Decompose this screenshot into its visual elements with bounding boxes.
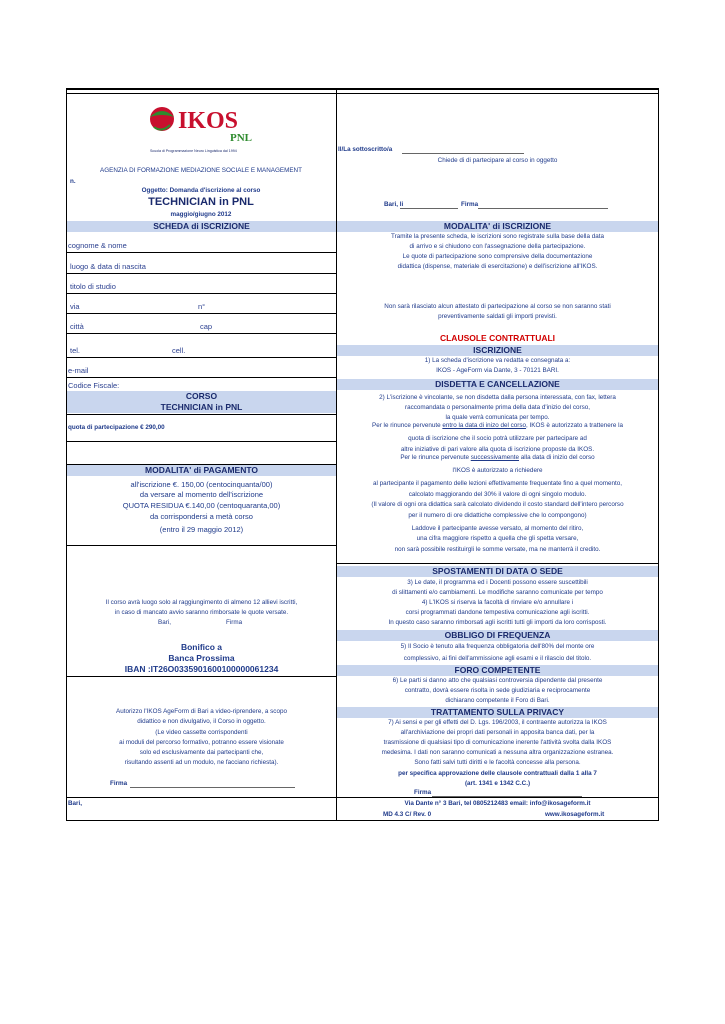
privacy-line-5: Sono fatti salvi tutti diritti e le facoltà concesse alla persona. — [414, 759, 581, 766]
course-date: maggio/giugno 2012 — [170, 211, 232, 218]
payment-line-4: da corrispondersi a metà corso — [150, 512, 253, 521]
subject: Oggetto: Domanda d'iscrizione al corso — [141, 187, 261, 194]
rinunce-line-1: Per le rinunce pervenute entro la data di inizo del corso, IKOS è autorizzato a trattenere la — [372, 422, 623, 429]
footer-divider — [337, 797, 658, 798]
ritiro-divider — [337, 563, 658, 564]
privacy-header: TRATTAMENTO SULLA PRIVACY — [337, 707, 658, 718]
agency-name: AGENZIA DI FORMAZIONE MEDIAZIONE SOCIALE E MANAGEMENT — [100, 167, 302, 174]
privacy-line-1: 7) Ai sensi e per gli effetti del D. Lgs. 196/2003, il contraente autorizza la IKOS — [388, 719, 607, 726]
pagamento-line-1: al partecipante il pagamento delle lezioni effettivamente frequentate fino a quel momento, — [372, 480, 623, 487]
obbligo-header: OBBLIGO DI FREQUENZA — [337, 630, 658, 641]
attestato-line-2: preventivamente saldati gli importi previsti. — [438, 313, 557, 320]
spost-line-4: corsi programmati dandone tempestiva comunicazione agli iscritti. — [405, 609, 590, 616]
bottom-border — [66, 820, 658, 821]
spost-line-5: In questo caso saranno rimborsati agli iscritti tutti gli importi da loro corrisposti. — [388, 619, 607, 626]
modalita-header: MODALITA' di ISCRIZIONE — [337, 221, 658, 232]
corso-header: CORSO — [67, 391, 336, 402]
quota-label: quota di partecipazione € 290,00 — [68, 424, 165, 431]
payment-line-2: da versare al momento dell'iscrizione — [139, 490, 264, 499]
firma-divider — [67, 797, 336, 798]
chiede-text: Chiede di di partecipare al corso in oggetto — [437, 157, 558, 164]
spost-line-2: di slittamenti e/o cambiamenti. Le modifiche saranno comunicate per tempo — [392, 589, 603, 596]
privacy-line-4: medesima. I dati non saranno comunicati a nessuna altra organizzazione estranea. — [381, 749, 614, 756]
spost-line-1: 3) Le date, il programma ed i Docenti possono essere suscettibili — [407, 579, 588, 586]
pagamento-line-3: (Il valore di ogni ora didattica sarà calcolato dividendo il costo standard dell'intero percorso — [371, 501, 624, 508]
cell-label: cell. — [172, 346, 186, 355]
bari-date-label: Bari, li — [384, 201, 404, 208]
city-label: città — [70, 322, 84, 331]
mod-line-1: Tramite la presente scheda, le iscrizioni sono registrate sulla base della data — [391, 233, 604, 240]
foro-line-2: contratto, dovrà essere risolta in sede giudiziaria e reciprocamente — [404, 687, 591, 694]
firma-line[interactable] — [478, 208, 608, 209]
via-label: via — [70, 302, 80, 311]
city-field-line[interactable] — [67, 333, 336, 334]
email-field-line[interactable] — [67, 377, 336, 378]
tel-label: tel. — [70, 346, 81, 355]
firma-label-1: Firma — [226, 619, 243, 626]
mod-line-2: di arrivo e si chiudono con l'assegnazione della partecipazione. — [409, 243, 586, 250]
pagamento-line-4: per il numero di ore didattiche complessive che lo compongono) — [408, 512, 587, 519]
min-students-1: Il corso avrà luogo solo al raggiungimento di almeno 12 allievi iscritti, — [105, 599, 298, 606]
foro-line-1: 6) Le parti si danno atto che qualsiasi controversia dipendente dal presente — [392, 677, 603, 684]
footer-address: Via Dante n° 3 Bari, tel 0805212483 email: info@ikosageform.it — [404, 800, 591, 807]
footer-md: MD 4.3 C/ Rev. 0 — [383, 811, 432, 818]
obbligo-line-2: complessivo, ai fini dell'ammissione agli esami e il rilascio del titolo. — [403, 655, 592, 662]
svg-text:Scuola di Programmazione Neuro: Scuola di Programmazione Neuro Linguistica dal 1994 — [150, 149, 237, 153]
n-label: n. — [70, 178, 76, 185]
sottoscritto-label: Il/La sottoscritto/a — [338, 146, 393, 153]
approvazione-text: per specifica approvazione delle clausole contrattuali dalla 1 alla 7 — [398, 770, 597, 777]
obbligo-line-1: 5) Il Socio è tenuto alla frequenza obbligatoria dell'80% del monte ore — [400, 643, 595, 650]
right-border — [658, 88, 659, 821]
svg-text:PNL: PNL — [230, 132, 252, 144]
name-field-line[interactable] — [67, 252, 336, 253]
footer-website[interactable]: www.ikosageform.it — [545, 811, 605, 818]
privacy-line-3: trasmissione di qualsiasi tipo di comunicazione inerente l'attività svolta dalla IKOS — [383, 739, 612, 746]
video-line-4: ai moduli del percorso formativo, potranno essere visionate — [119, 739, 284, 746]
disdetta-line-1: 2) L'iscrizione è vincolante, se non disdetta dalla persona interessata, con fax, lettera — [379, 394, 616, 401]
corso-title: TECHNICIAN in PNL — [67, 402, 336, 413]
video-line-6: risultando assenti ad un modulo, ne facciano richiesta). — [124, 759, 279, 766]
birth-field-line[interactable] — [67, 273, 336, 274]
iban: IBAN :IT26O0335901600100000061234 — [124, 664, 279, 674]
mod-line-3: Le quote di partecipazione sono comprensive della documentazione — [402, 253, 593, 260]
study-label: titolo di studio — [70, 282, 116, 291]
privacy-line-2: all'archiviazione dei propri dati personali in apposita banca dati, per la — [400, 729, 595, 736]
min-students-2: in caso di mancato avvio saranno rimborsate le quote versate. — [114, 609, 289, 616]
firma-label-2: Firma — [110, 780, 128, 787]
num-label: n° — [198, 302, 206, 311]
disdetta-line-2: raccomandata o personalmente prima della data d'inizio del corso, — [405, 404, 590, 411]
iscr-line-1: 1) La scheda d'iscrizione va redatta e consegnata a: — [424, 357, 571, 364]
payment-divider — [67, 545, 336, 546]
disdetta-header: DISDETTA E CANCELLAZIONE — [337, 379, 658, 390]
disdetta-line-3: la quale verrà comunicata per tempo. — [445, 414, 550, 421]
firma-label-right: Firma — [414, 789, 432, 796]
payment-line-1: all'iscrizione €. 150,00 (centocinquanta/00) — [130, 480, 273, 489]
firma-line-2[interactable] — [130, 787, 295, 788]
ritiro-line-2: una cifra maggiore rispetto a quella che gli spetta versare, — [416, 535, 579, 542]
video-line-5: solo ed esclusivamente dai partecipanti che, — [139, 749, 264, 756]
iscr-line-2: IKOS - AgeForm via Dante, 3 - 70121 BARI. — [436, 367, 559, 374]
rinunce-line-2: Per le rinunce pervenute successivamente alla data di inizio del corso — [400, 454, 595, 461]
payment-header: MODALITA' di PAGAMENTO — [67, 465, 336, 476]
name-label: cognome & nome — [68, 241, 127, 250]
ritiro-line-3: non sarà possibile restituirgli le somme versate, ma ne manterrà il credito. — [394, 546, 601, 553]
video-line-3: (Le video cassette corrispondenti — [155, 729, 248, 736]
iscrizione-header: ISCRIZIONE — [337, 345, 658, 356]
ikos-logo-icon — [130, 97, 280, 157]
payment-line-3: QUOTA RESIDUA €.140,00 (centoquaranta,00) — [122, 501, 281, 510]
email-label: e-mail — [68, 366, 89, 375]
foro-header: FORO COMPETENTE — [337, 665, 658, 676]
bari-label-2: Bari, — [68, 800, 82, 807]
mod-line-4: didattica (dispense, materiale di esercitazione) e dell'iscrizione all'IKOS. — [397, 263, 598, 270]
foro-line-3: dichiarano competente il Foro di Bari. — [445, 697, 550, 704]
corso-divider — [67, 414, 336, 415]
fiscal-label: Codice Fiscale: — [68, 381, 120, 390]
top-border — [66, 88, 658, 90]
course-title: TECHNICIAN in PNL — [148, 196, 254, 208]
study-field-line[interactable] — [67, 293, 336, 294]
sottoscritto-line[interactable] — [402, 153, 524, 154]
art-text: (art. 1341 e 1342 C.C.) — [464, 780, 531, 787]
attestato-line-1: Non sarà rilasciato alcun attestato di partecipazione al corso se non saranno stati — [384, 303, 611, 310]
clausole-title: CLAUSOLE CONTRATTUALI — [439, 333, 556, 343]
cap-label: cap — [200, 322, 213, 331]
tel-field-line[interactable] — [67, 357, 336, 358]
quota-line-1: quota di iscrizione che il socio potrà utilizzare per partecipare ad — [408, 435, 587, 442]
payment-deadline: (entro il 29 maggio 2012) — [159, 525, 244, 534]
video-line-2: didattico e non divulgativo, il Corso in oggetto. — [137, 718, 266, 725]
address-field-line[interactable] — [67, 313, 336, 314]
ikos-logo — [130, 97, 280, 157]
spostamenti-header: SPOSTAMENTI DI DATA O SEDE — [337, 566, 658, 577]
bari-label-1: Bari, — [158, 619, 171, 626]
birth-label: luogo & data di nascita — [70, 262, 146, 271]
pagamento-line-2: calcolato maggiorando del 30% il valore di ogni singolo modulo. — [408, 491, 587, 498]
svg-text:IKOS: IKOS — [178, 108, 239, 134]
autorizzato-line: l'IKOS è autorizzato a richiedere — [452, 467, 543, 474]
video-line-1: Autorizzo l'IKOS AgeForm di Bari a video-riprendere, a scopo — [116, 708, 287, 715]
bari-date-line[interactable] — [400, 208, 458, 209]
ritiro-line-1: Laddove il partecipante avesse versato, al momento del ritiro, — [411, 525, 584, 532]
spost-line-3: 4) L'IKOS si riserva la facoltà di rinviare e/o annullare i — [421, 599, 574, 606]
scheda-header: SCHEDA di ISCRIZIONE — [67, 221, 336, 232]
top-border-inner — [66, 93, 658, 94]
bank-divider — [67, 676, 336, 677]
quota-line-2: altre iniziative di pari valore alla quota di iscrizione proposte da IKOS. — [400, 446, 595, 453]
bank-line-2: Banca Prossima — [168, 653, 235, 663]
firma-label: Firma — [461, 201, 479, 208]
quota-divider — [67, 441, 336, 442]
bank-line-1: Bonifico a — [180, 642, 223, 652]
